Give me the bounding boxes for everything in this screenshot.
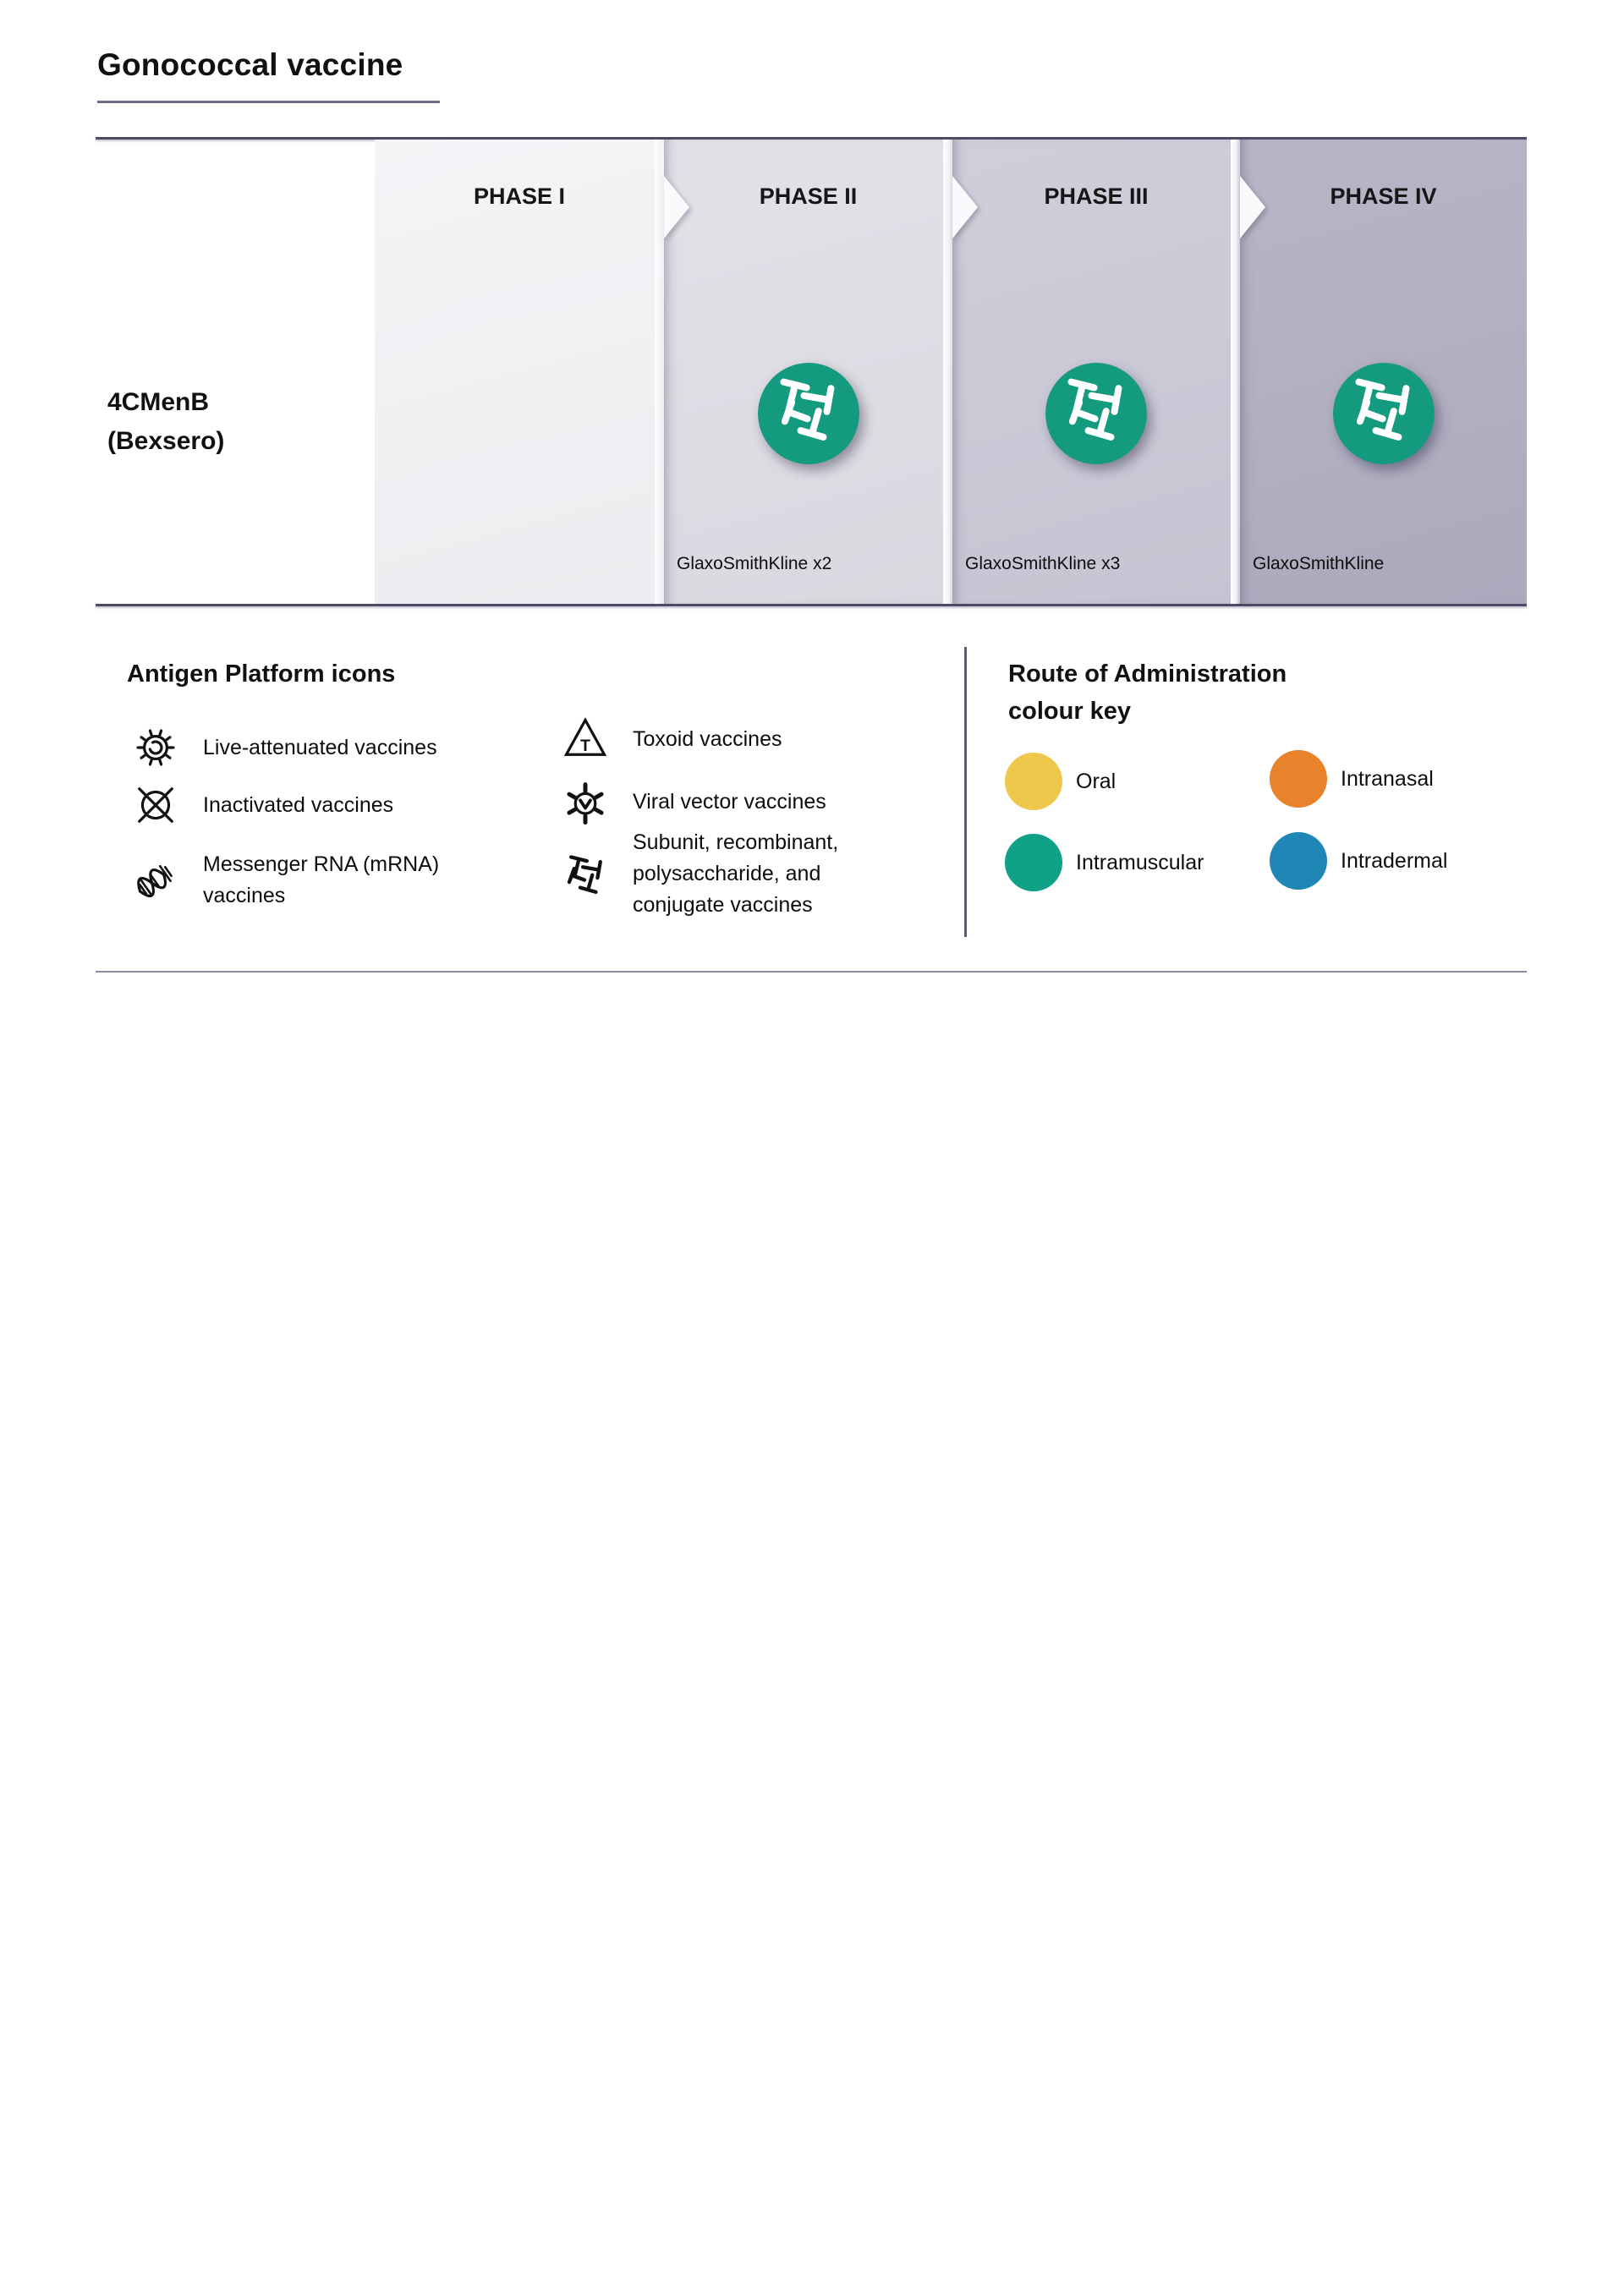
legend-vertical-divider [964, 647, 967, 937]
subunit-vaccine-intramuscular-icon [1333, 363, 1435, 464]
legend-item [129, 780, 482, 830]
oral-route-color-dot [1005, 753, 1062, 810]
legend-label: Live-attenuated vaccines [203, 735, 437, 759]
antigen-legend-heading: Antigen Platform icons [127, 660, 396, 688]
route-key-item [1005, 753, 1116, 810]
phase-boundary [1231, 140, 1240, 604]
subunit-vaccine-intramuscular-icon [758, 363, 859, 464]
page-title: Gonococcal vaccine [97, 47, 403, 82]
legend-bottom-rule [96, 971, 1527, 973]
route-key-item [1270, 750, 1434, 808]
chevron-right-icon [664, 176, 689, 238]
title-underline [97, 101, 440, 103]
route-label: Intramuscular [1076, 850, 1204, 874]
legend-label: Subunit, recombinant, polysaccharide, and conjugate vaccines [633, 830, 839, 917]
route-key-item [1270, 832, 1447, 890]
live-attenuated-virus-icon [129, 722, 183, 773]
phase-2-label: PHASE II [759, 184, 858, 209]
row-label [107, 383, 224, 461]
sponsor-label: GlaxoSmithKline x2 [677, 554, 832, 573]
viral-vector-icon [558, 776, 612, 827]
phase-3-label: PHASE III [1044, 184, 1149, 209]
route-label: Intranasal [1341, 766, 1434, 791]
legend-label: Inactivated vaccines [203, 792, 394, 817]
phase-4-label: PHASE IV [1330, 184, 1437, 209]
table-bottom-rule [96, 604, 1527, 606]
intradermal-route-color-dot [1270, 832, 1327, 890]
inactivated-virus-crossed-icon [129, 780, 183, 830]
phase-2-column [664, 140, 952, 604]
subunit-vaccine-intramuscular-icon [1045, 363, 1147, 464]
mrna-helix-icon [129, 855, 183, 906]
legend-item [558, 827, 886, 921]
intramuscular-route-color-dot [1005, 834, 1062, 891]
phase-boundary [655, 140, 664, 604]
phase-boundary [943, 140, 952, 604]
sponsor-label: GlaxoSmithKline [1253, 554, 1385, 573]
chevron-right-icon [952, 176, 978, 238]
phase-1-column [375, 140, 664, 604]
legend-item [558, 776, 912, 827]
route-key-item [1005, 834, 1204, 891]
sponsor-label: GlaxoSmithKline x3 [965, 554, 1121, 573]
route-label: Intradermal [1341, 848, 1448, 873]
toxoid-triangle-icon [558, 714, 612, 764]
pipeline-band [96, 140, 1527, 604]
legend-label: Messenger RNA (mRNA) vaccines [203, 852, 440, 907]
antigen-name: 4CMenB [107, 388, 210, 416]
intranasal-route-color-dot [1270, 750, 1327, 808]
route-label: Oral [1076, 769, 1116, 793]
subunit-pins-icon [558, 849, 612, 900]
svg-text:T: T [580, 737, 590, 755]
legend-label: Toxoid vaccines [633, 726, 782, 751]
legend-item [558, 714, 912, 764]
antigen-brand: (Bexsero) [107, 427, 225, 455]
chevron-right-icon [1240, 176, 1265, 238]
phase-3-column [952, 140, 1240, 604]
phase-4-column [1240, 140, 1527, 604]
legend-item [129, 722, 482, 773]
legend-item [129, 849, 448, 912]
route-key-heading: Route of Administration colour key [1008, 660, 1287, 725]
phase-1-label: PHASE I [473, 184, 566, 209]
legend-label: Viral vector vaccines [633, 789, 826, 814]
